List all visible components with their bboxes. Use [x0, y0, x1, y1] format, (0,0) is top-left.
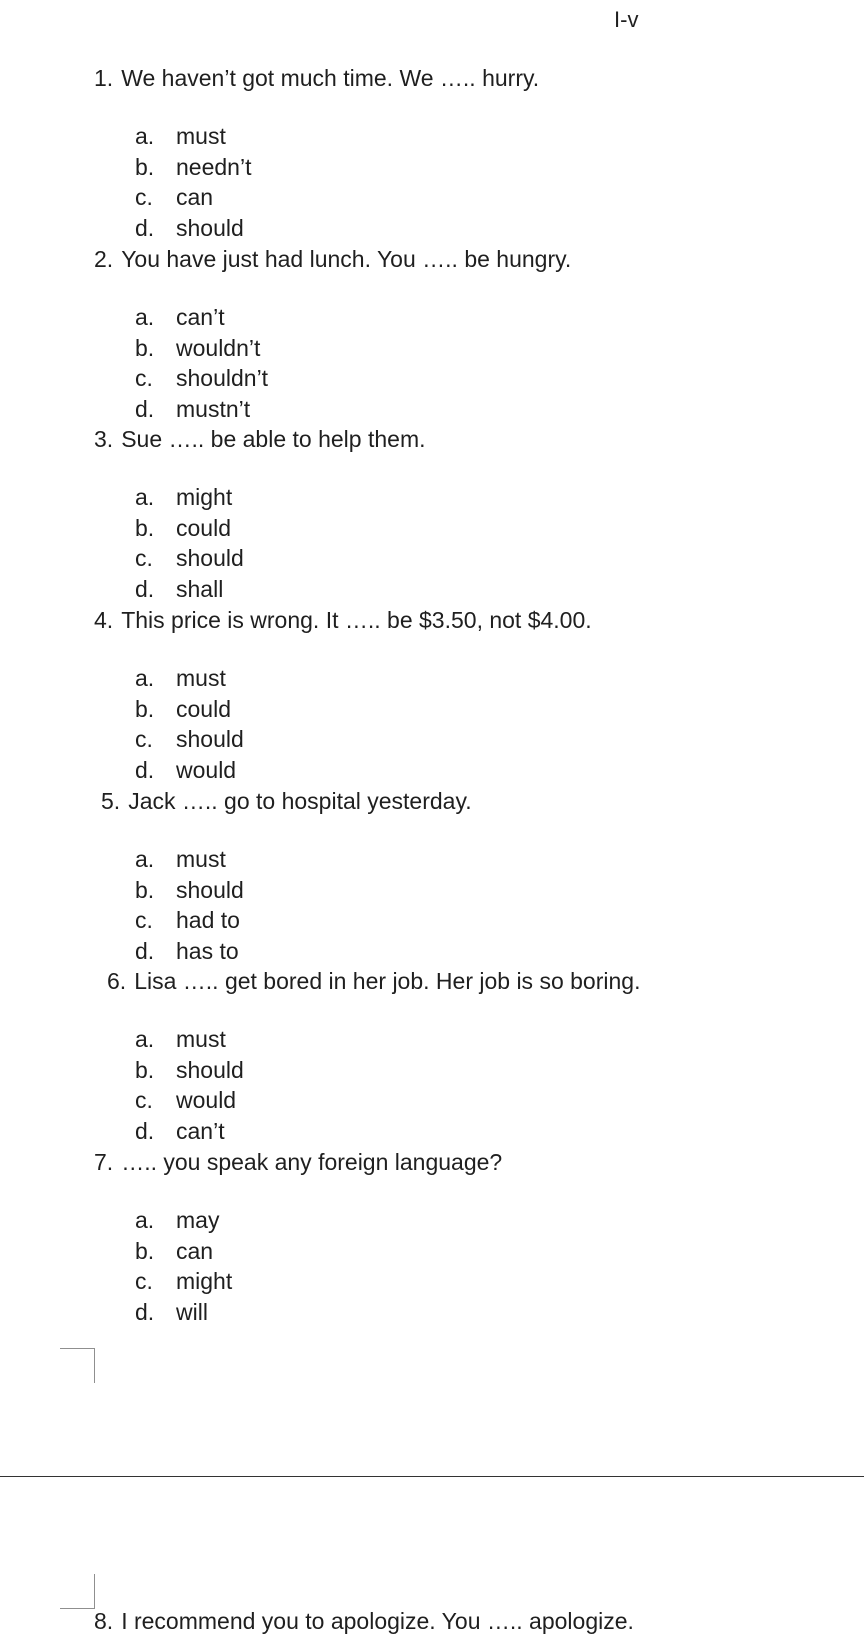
- answer-option[interactable]: [135, 1024, 244, 1055]
- answer-option[interactable]: [135, 1085, 244, 1116]
- question-number: 4.: [94, 607, 114, 633]
- answer-options-4: [135, 663, 244, 786]
- answer-option[interactable]: [135, 482, 244, 513]
- option-letter: a.: [135, 484, 155, 510]
- option-letter: a.: [135, 665, 155, 691]
- option-letter: c.: [135, 365, 153, 392]
- page-margin-corner-top: [60, 1574, 95, 1609]
- option-letter: a.: [135, 304, 155, 330]
- question-text: Sue ….. be able to help them.: [121, 426, 426, 452]
- option-text: would: [176, 757, 237, 784]
- option-letter: c.: [135, 907, 153, 934]
- answer-options-5: [135, 844, 244, 967]
- answer-option[interactable]: [135, 844, 244, 875]
- question-number: 2.: [94, 246, 114, 272]
- answer-option[interactable]: [135, 574, 244, 605]
- answer-option[interactable]: [135, 543, 244, 574]
- answer-option[interactable]: [135, 936, 244, 967]
- answer-option[interactable]: [135, 363, 268, 394]
- option-text: wouldn’t: [176, 334, 261, 361]
- option-text: needn’t: [176, 153, 252, 180]
- question-3: [94, 424, 426, 454]
- answer-option[interactable]: [135, 152, 251, 183]
- answer-option[interactable]: [135, 513, 244, 544]
- option-text: must: [176, 123, 226, 149]
- option-letter: c.: [135, 726, 153, 753]
- question-4: [94, 605, 592, 635]
- option-letter: a.: [135, 1026, 155, 1052]
- answer-option[interactable]: [135, 1236, 232, 1267]
- question-5: [101, 786, 472, 816]
- option-text: shall: [176, 576, 224, 603]
- question-2: [94, 244, 571, 274]
- answer-option[interactable]: [135, 213, 251, 244]
- option-text: should: [176, 876, 244, 903]
- option-text: might: [176, 484, 233, 510]
- question-number: 8.: [94, 1608, 114, 1634]
- option-letter: d.: [135, 1118, 155, 1145]
- option-letter: c.: [135, 1268, 153, 1295]
- question-text: ….. you speak any foreign language?: [121, 1149, 503, 1175]
- option-letter: d.: [135, 576, 155, 603]
- option-text: has to: [176, 938, 239, 965]
- question-8: [94, 1606, 634, 1636]
- answer-option[interactable]: [135, 394, 268, 425]
- option-text: must: [176, 665, 226, 691]
- option-letter: c.: [135, 184, 153, 211]
- answer-option[interactable]: [135, 905, 244, 936]
- option-text: can’t: [176, 1118, 225, 1145]
- question-number: 6.: [107, 968, 127, 994]
- option-text: shouldn’t: [176, 365, 269, 392]
- answer-option[interactable]: [135, 875, 244, 906]
- answer-options-2: [135, 302, 268, 425]
- answer-option[interactable]: [135, 755, 244, 786]
- answer-options-3: [135, 482, 244, 605]
- question-1: [94, 63, 539, 93]
- answer-option[interactable]: [135, 724, 244, 755]
- answer-option[interactable]: [135, 1205, 232, 1236]
- question-number: 7.: [94, 1149, 114, 1175]
- question-7: [94, 1147, 502, 1177]
- page-margin-corner-bottom: [60, 1348, 95, 1383]
- option-text: might: [176, 1268, 233, 1295]
- option-letter: a.: [135, 846, 155, 872]
- option-letter: b.: [135, 1237, 155, 1264]
- option-letter: b.: [135, 695, 155, 722]
- question-text: Jack ….. go to hospital yesterday.: [128, 788, 472, 814]
- option-letter: b.: [135, 153, 155, 180]
- question-number: 1.: [94, 65, 114, 91]
- answer-option[interactable]: [135, 333, 268, 364]
- question-number: 5.: [101, 788, 121, 814]
- option-letter: b.: [135, 876, 155, 903]
- question-text: This price is wrong. It ….. be $3.50, not $4.00.: [121, 607, 592, 633]
- option-letter: a.: [135, 1207, 155, 1233]
- option-letter: a.: [135, 123, 155, 149]
- option-text: should: [176, 726, 244, 753]
- answer-option[interactable]: [135, 1266, 232, 1297]
- answer-option[interactable]: [135, 663, 244, 694]
- option-text: would: [176, 1087, 237, 1114]
- option-text: should: [176, 1056, 244, 1083]
- answer-options-1: [135, 121, 251, 244]
- option-letter: c.: [135, 545, 153, 572]
- answer-option[interactable]: [135, 1116, 244, 1147]
- answer-option[interactable]: [135, 694, 244, 725]
- option-text: must: [176, 1026, 226, 1052]
- answer-options-7: [135, 1205, 232, 1328]
- question-text: Lisa ….. get bored in her job. Her job is so boring.: [134, 968, 641, 994]
- option-letter: b.: [135, 334, 155, 361]
- option-text: had to: [176, 907, 240, 934]
- option-letter: d.: [135, 396, 155, 423]
- option-letter: d.: [135, 1299, 155, 1326]
- page-header-label: I-v: [614, 7, 639, 32]
- option-text: could: [176, 514, 231, 541]
- option-text: mustn’t: [176, 396, 251, 423]
- question-6: [107, 966, 640, 996]
- option-text: must: [176, 846, 226, 872]
- question-number: 3.: [94, 426, 114, 452]
- answer-option[interactable]: [135, 182, 251, 213]
- option-letter: b.: [135, 514, 155, 541]
- option-letter: d.: [135, 757, 155, 784]
- answer-option[interactable]: [135, 1055, 244, 1086]
- option-text: will: [176, 1299, 208, 1326]
- option-text: should: [176, 215, 244, 242]
- page-break-line: [0, 1476, 864, 1477]
- answer-option[interactable]: [135, 121, 251, 152]
- option-text: should: [176, 545, 244, 572]
- question-text: We haven’t got much time. We ….. hurry.: [121, 65, 540, 91]
- option-letter: c.: [135, 1087, 153, 1114]
- question-text: You have just had lunch. You ….. be hungry.: [121, 246, 572, 272]
- option-letter: d.: [135, 938, 155, 965]
- answer-option[interactable]: [135, 302, 268, 333]
- answer-options-6: [135, 1024, 244, 1147]
- option-letter: b.: [135, 1056, 155, 1083]
- option-text: can’t: [176, 304, 225, 330]
- answer-option[interactable]: [135, 1297, 232, 1328]
- question-text: I recommend you to apologize. You ….. apologize.: [121, 1608, 634, 1634]
- option-letter: d.: [135, 215, 155, 242]
- option-text: could: [176, 695, 231, 722]
- option-text: may: [176, 1207, 220, 1233]
- option-text: can: [176, 184, 214, 211]
- option-text: can: [176, 1237, 214, 1264]
